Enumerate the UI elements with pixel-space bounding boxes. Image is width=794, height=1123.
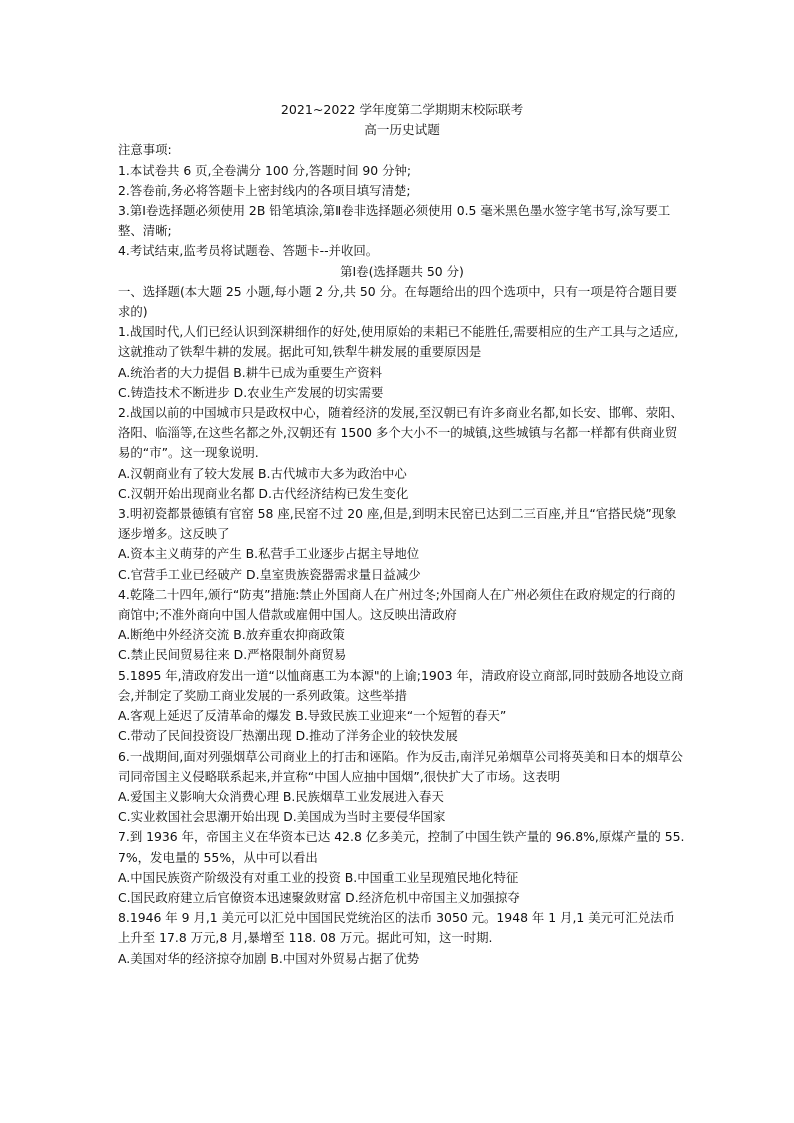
question-option-line: A.汉朝商业有了较大发展 B.古代城市大多为政治中心 (118, 465, 407, 481)
question-stem: 1.战国时代,人们已经认识到深耕细作的好处,使用原始的耒耜已不能胜任,需要相应的生产工具与之适应,这就推动了铁犁牛耕的发展。据此可知,铁犁牛耕发展的重要原因是 (118, 324, 679, 360)
question-stem: 6.一战期间,面对列强烟草公司商业上的打击和诬陷。作为反击,南洋兄弟烟草公司将英美和日本的烟草公司同帝国主义侵略联系起来,并宣称“中国人应抽中国烟”,很快扩大了市场。这表明 (118, 748, 683, 784)
question-option-line: A.资本主义萌芽的产生 B.私营手工业逐步占据主导地位 (118, 546, 420, 562)
question-stem: 8.1946 年 9 月,1 美元可以汇兑中国国民党统治区的法币 3050 元。1948 年 1 月,1 美元可汇兑法币上升至 17.8 万元,8 月,暴增至 118. 08 万元。据此可知，这一时期. (118, 910, 675, 946)
question-stem: 4.乾隆二十四年,颁行“防夷”措施:禁止外国商人在广州过冬;外国商人在广州必须住在政府规定的行商的商馆中;不准外商向中国人借款或雇佣中国人。这反映出清政府 (118, 586, 676, 623)
question-option-line: C.带动了民间投资设厂热潮出现 D.推动了洋务企业的较快发展 (118, 728, 458, 744)
question-stem: 2.战国以前的中国城市只是政权中心，随着经济的发展,至汉朝已有许多商业名都,如长安、邯郸、荥阳、洛阳、临淄等,在这些名都之外,汉朝还有 1500 多个大小不一的城镇,这些城镇与名都一样都有供商业贸易的“市”。这一现象说明. (118, 405, 683, 461)
note-item: 2.答卷前,务必将答题卡上密封线内的各项目填写清楚; (118, 182, 411, 198)
question-option-line: A.统治者的大力提倡 B.耕牛已成为重要生产资料 (118, 364, 382, 380)
question-option-line: A.爱国主义影响大众消费心理 B.民族烟草工业发展进入春天 (118, 788, 444, 804)
exam-title: 2021~2022 学年度第二学期期末校际联考 (280, 102, 524, 117)
notes-heading: 注意事项: (118, 142, 172, 158)
part1-instruction: 一、选择题(本大题 25 小题,每小题 2 分,共 50 分。在每题给出的四个选项中，只有一项是符合题目要求的) (118, 283, 677, 320)
question-option-line: C.汉朝开始出现商业名都 D.古代经济结构已发生变化 (118, 485, 409, 501)
question-option-line: C.官营手工业已经破产 D.皇室贵族瓷器需求量日益减少 (118, 566, 421, 582)
note-item: 4.考试结束,监考员将试题卷、答题卡--并收回。 (118, 243, 379, 259)
note-item: 1.本试卷共 6 页,全卷满分 100 分,答题时间 90 分钟; (118, 162, 412, 178)
question-option-line: A.中国民族资产阶级没有对重工业的投资 B.中国重工业呈现殖民地化特征 (118, 869, 519, 885)
exam-subtitle: 高一历史试题 (364, 122, 440, 138)
note-item: 3.第Ⅰ卷选择题必须使用 2B 铅笔填涂,第Ⅱ卷非选择题必须使用 0.5 毫米黑色墨水签字笔书写,涂写要工整、清晰; (118, 203, 671, 239)
question-option-line: A.美国对华的经济掠夺加剧 B.中国对外贸易占据了优势 (118, 950, 420, 966)
question-stem: 5.1895 年,清政府发出一道“以恤商惠工为本源"的上谕;1903 年，清政府设立商部,同时鼓励各地设立商会,并制定了奖励工商业发展的一系列政策。这些举措 (118, 667, 684, 703)
question-option-line: A.客观上延迟了反清革命的爆发 B.导致民族工业迎来“一个短暂的春天” (118, 708, 507, 724)
question-stem: 7.到 1936 年，帝国主义在华资本已达 42.8 亿多美元，控制了中国生铁产量的 96.8%,原煤产量的 55.7%，发电量的 55%，从中可以看出 (118, 829, 685, 865)
question-option-line: A.断绝中外经济交流 B.放弃重农抑商政策 (118, 627, 345, 643)
question-stem: 3.明初瓷都景德镇有官窑 58 座,民窑不过 20 座,但是,到明末民窑已达到二三百座,并且“官搭民烧”现象逐步增多。这反映了 (118, 506, 677, 542)
exam-page (118, 100, 686, 969)
question-option-line: C.实业救国社会思潮开始出现 D.美国成为当时主要侵华国家 (118, 809, 446, 825)
question-option-line: C.禁止民间贸易往来 D.严格限制外商贸易 (118, 647, 347, 663)
part1-title: 第Ⅰ卷(选择题共 50 分) (340, 263, 464, 279)
question-option-line: C.铸造技术不断进步 D.农业生产发展的切实需要 (118, 384, 384, 400)
question-option-line: C.国民政府建立后官僚资本迅速聚敛财富 D.经济危机中帝国主义加强掠夺 (118, 889, 520, 905)
